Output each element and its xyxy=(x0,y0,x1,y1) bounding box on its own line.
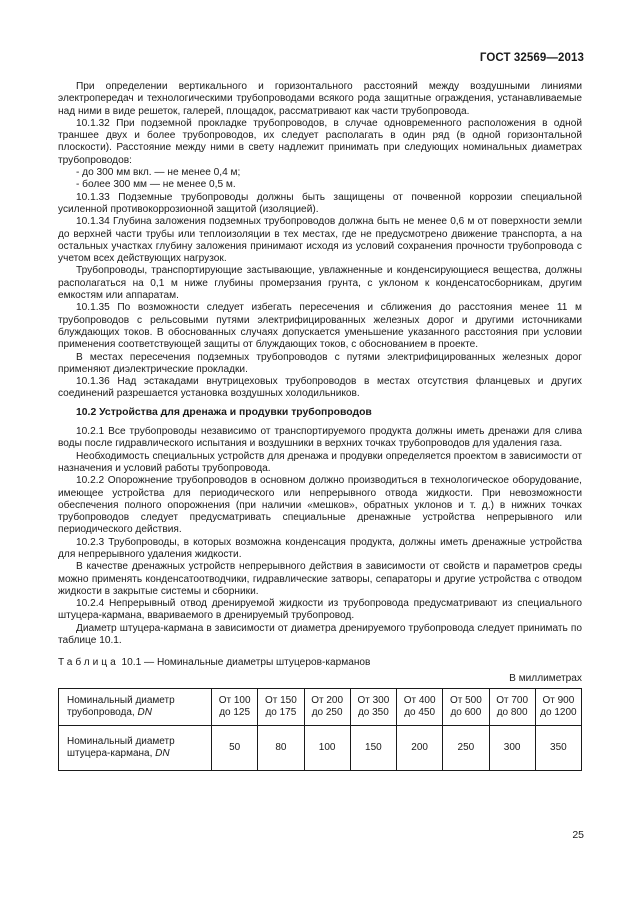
paragraph: 10.1.32 При подземной прокладке трубопроводов, в случае одновременного расположения в одной траншее двух и более трубопроводов, их следует располагать в один ряд (в одной горизонтальной плоскости). Расстояние между ними в свету надлежит принимать при следующих номинальных диаметрах трубопроводов: xyxy=(58,117,582,166)
value-cell: 80 xyxy=(258,725,304,770)
paragraph: 10.1.36 Над эстакадами внутрицеховых трубопроводов в местах отсутствия фланцевых и других соединений разрешается установка воздушных холодильников. xyxy=(58,376,582,400)
range-cell: От 300 до 350 xyxy=(350,688,396,725)
paragraph: Диаметр штуцера-кармана в зависимости от диаметра дренируемого трубопровода следует принимать по таблице 10.1. xyxy=(58,622,582,647)
list-item: - более 300 мм — не менее 0,5 м. xyxy=(76,179,236,191)
range-cell: От 100 до 125 xyxy=(212,688,258,725)
page-number: 25 xyxy=(572,829,584,841)
diameter-table xyxy=(58,688,582,771)
value-cell: 50 xyxy=(212,725,258,770)
list-item: - до 300 мм вкл. — не менее 0,4 м; xyxy=(76,167,241,179)
section-heading: 10.2 Устройства для дренажа и продувки трубопроводов xyxy=(76,406,372,418)
paragraph: 10.2.2 Опорожнение трубопроводов в основном должно производиться в технологическое оборудование, имеющее устройства для периодического или непрерывного отвода жидкости. При невозможности обеспечения полного опорожнения (при наличии «мешков», обратных уклонов и т. д.) в нижних точках трубопроводов следует предусматривать специальные дренажные устройства непрерывного или периодического действия. xyxy=(58,475,582,536)
paragraph: 10.1.35 По возможности следует избегать пересечения и сближения до расстояния менее 11 м трубопроводов с рельсовыми путями электрифицированных железных дорог и другими источниками блуждающих токов. В обоснованных случаях допускается уменьшение указанного расстояния при условии применения соответствующей защиты от блуждающих токов, с обоснованием в проекте. xyxy=(58,302,582,351)
table-caption-word: Таблица xyxy=(58,657,119,669)
paragraph: 10.2.1 Все трубопроводы независимо от транспортируемого продукта должны иметь дренажи для слива воды после гидравлического испытания и воздушники в верхних точках трубопроводов для удаления газа. xyxy=(58,426,582,450)
paragraph: 10.1.34 Глубина заложения подземных трубопроводов должна быть не менее 0,6 м от поверхности земли до верхней части трубы или теплоизоляции в тех местах, где не предусмотрено движение транспорта, а на остальных участках глубину заложения принимают исходя из условий сохранения прочности трубопровода с учетом всех действующих нагрузок. xyxy=(58,216,582,265)
paragraph: Необходимость специальных устройств для дренажа и продувки определяется проектом в зависимости от назначения и условий работы трубопровода. xyxy=(58,450,582,474)
value-cell: 300 xyxy=(489,725,535,770)
paragraph: В местах пересечения подземных трубопроводов с путями электрифицированных железных дорог применяют диэлектрические прокладки. xyxy=(58,351,582,375)
row-header-pocket-diameter: Номинальный диаметр штуцера-кармана, DN xyxy=(59,725,212,770)
table-row xyxy=(59,688,582,725)
paragraph: 10.2.4 Непрерывный отвод дренируемой жидкости из трубопровода предусматривают из специального штуцера-кармана, ввариваемого в дренируемый трубопровод. xyxy=(58,598,582,622)
value-cell: 250 xyxy=(443,725,489,770)
table-caption xyxy=(58,657,582,669)
range-cell: От 400 до 450 xyxy=(397,688,443,725)
value-cell: 350 xyxy=(535,725,581,770)
range-cell: От 900 до 1200 xyxy=(535,688,581,725)
value-cell: 100 xyxy=(304,725,350,770)
paragraph: В качестве дренажных устройств непрерывного действия в зависимости от свойств и параметров среды можно применять конденсатоотводчики, гидравлические затворы, сепараторы и другие устройства с отводом жидкости в закрытые системы и сборники. xyxy=(58,561,582,597)
document-code-header: ГОСТ 32569—2013 xyxy=(479,52,584,64)
range-cell: От 200 до 250 xyxy=(304,688,350,725)
range-cell: От 700 до 800 xyxy=(489,688,535,725)
paragraph: Трубопроводы, транспортирующие застывающие, увлажненные и конденсирующиеся вещества, должны располагаться на 0,1 м ниже глубины промерзания грунта, с уклоном к конденсатосборникам, другим емкостям или аппаратам. xyxy=(58,265,582,302)
range-cell: От 150 до 175 xyxy=(258,688,304,725)
table-caption-text: 10.1 — Номинальные диаметры штуцеров-карманов xyxy=(118,657,371,669)
paragraph: 10.1.33 Подземные трубопроводы должны быть защищены от почвенной коррозии специальной усиленной противокоррозионной защитой (изоляцией). xyxy=(58,191,582,215)
value-cell: 150 xyxy=(350,725,396,770)
paragraph: 10.2.3 Трубопроводы, в которых возможна конденсация продукта, должны иметь дренажные устройства для непрерывного удаления жидкости. xyxy=(58,536,582,560)
value-cell: 200 xyxy=(397,725,443,770)
row-header-pipe-diameter: Номинальный диаметр трубопровода, DN xyxy=(59,688,212,725)
paragraph: При определении вертикального и горизонтального расстояний между воздушными линиями электропередач и технологическими трубопроводами всякого рода защитные ограждения, устанавливаемые над ними в виде решеток, галерей, площадок, рассматривают как части трубопровода. xyxy=(58,81,582,117)
table-units: В миллиметрах xyxy=(509,672,582,684)
table-row xyxy=(59,725,582,770)
document-body xyxy=(58,81,582,771)
range-cell: От 500 до 600 xyxy=(443,688,489,725)
